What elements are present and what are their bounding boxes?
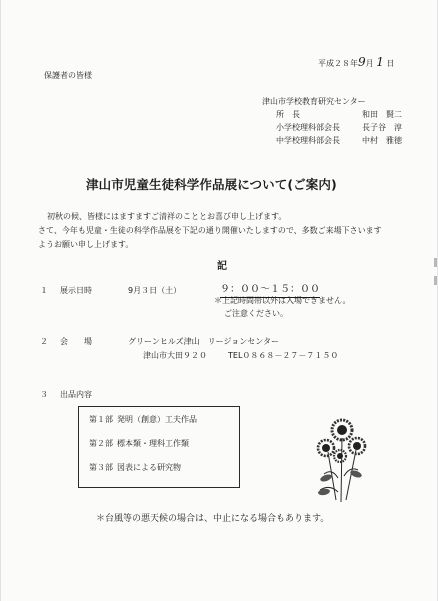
sunflower-head — [349, 438, 365, 454]
body-line-3: ようお願い申し上げます。 — [38, 240, 134, 249]
category-desc: 図表による研究物 — [117, 463, 181, 472]
category-part: 第２部 — [89, 439, 113, 448]
date-month: 9 — [358, 55, 366, 69]
date-line — [318, 57, 394, 69]
category-row — [89, 415, 201, 425]
exhibit-time: ９：００～１５：００ — [220, 284, 320, 298]
exhibit-date: 9月３日（土） — [128, 286, 182, 295]
date-month-suffix: 月 — [365, 59, 374, 68]
category-row — [89, 439, 193, 449]
sender-role-junior-high: 中学校理科部会長 — [276, 136, 340, 145]
weather-note: ＊台風等の悪天候の場合は、中止になる場合もあります。 — [96, 514, 330, 524]
sender-organization: 津山市学校教育研究センター — [262, 97, 366, 106]
date-prefix: 平成２８年 — [318, 59, 358, 68]
item-2-number: ２ — [40, 337, 48, 346]
sunflower-head — [332, 420, 352, 440]
venue-address: 津山市大田９２０ — [143, 351, 207, 360]
item-1-label: 展示日時 — [60, 286, 92, 295]
sender-name-junior-high: 中村 雅徳 — [362, 136, 402, 145]
body-line-1: 初秋の候、皆様にはますますご清祥のこととお喜び申し上げます。 — [47, 212, 287, 221]
sender-name-director: 和田 賢二 — [362, 110, 402, 119]
sender-role-elementary: 小学校理科部会長 — [276, 123, 340, 132]
item-2-label: 会 場 — [60, 337, 92, 346]
item-1-number: １ — [40, 286, 48, 295]
ki-heading: 記 — [217, 261, 227, 272]
scan-edge-mark — [434, 276, 437, 285]
date-day: 1 — [376, 55, 384, 69]
venue-name: グリーンヒルズ津山 リージョンセンター — [128, 337, 279, 346]
category-part: 第１部 — [89, 415, 113, 424]
time-note-1: ＊上記時間帯以外は入場できません。 — [214, 296, 351, 305]
document-title: 津山市児童生徒科学作品展について(ご案内) — [86, 177, 337, 192]
category-part: 第３部 — [89, 463, 113, 472]
sender-role-director: 所 長 — [276, 110, 300, 119]
scan-edge-mark — [434, 258, 437, 267]
venue-tel: TEL０８６８－２７－７１５０ — [228, 351, 339, 360]
sender-name-elementary: 長子谷 淳 — [362, 123, 402, 132]
sunflower-head — [318, 440, 334, 456]
category-desc: 発明（創意）工夫作品 — [117, 415, 197, 424]
category-desc: 標本類・理科工作類 — [117, 439, 189, 448]
item-3-number: ３ — [40, 390, 48, 399]
category-row — [89, 463, 185, 473]
item-3-label: 出品内容 — [60, 390, 92, 399]
body-line-2: さて、今年も児童・生徒の科学作品展を下記の通り開催いたしますので、多数ご来場下さいます — [38, 226, 382, 235]
recipient: 保護者の皆様 — [44, 71, 92, 80]
sunflower-head — [334, 450, 346, 462]
categories-box — [78, 406, 240, 488]
date-day-suffix: 日 — [386, 59, 395, 68]
sunflower-illustration — [310, 412, 372, 504]
time-note-2: ご注意ください。 — [224, 309, 288, 318]
